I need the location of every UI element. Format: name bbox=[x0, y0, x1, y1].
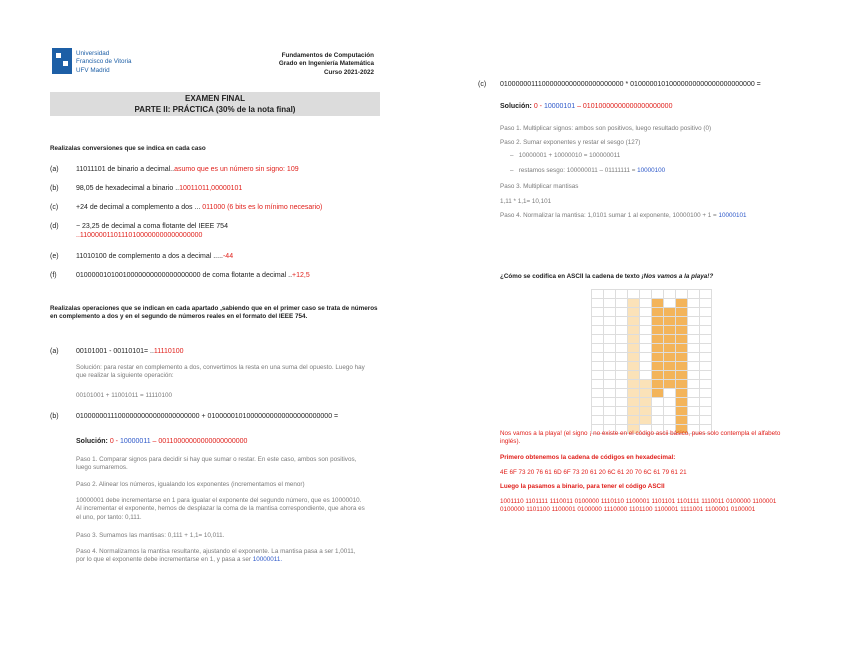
degree-name: Grado en Ingeniería Matemática bbox=[278, 60, 374, 68]
item-answer: asumo que es un número sin signo: 109 bbox=[174, 166, 299, 173]
solution-mantissa: – 00110000000000000000000 bbox=[152, 438, 248, 445]
op-b-letter: (b) bbox=[50, 413, 59, 420]
section2-instruction: Realizalas operaciones que se indican en cada apartado ,sabiendo que en el primer caso se trata de números en complemento a dos y en el segundo de números reales en el formato del IEEE 754. bbox=[50, 305, 378, 321]
op-b-step-3: Paso 3. Sumamos las mantisas: 0,111 + 1,1= 10,011. bbox=[76, 532, 225, 539]
item-question: 98,05 de hexadecimal a binario .. bbox=[76, 185, 180, 192]
op-c-letter: (c) bbox=[478, 81, 487, 88]
item-c-letter: (c) bbox=[50, 204, 59, 211]
op-a-operation: 00101001 + 11001011 = 11110100 bbox=[76, 392, 173, 399]
item-a-letter: (a) bbox=[50, 166, 59, 173]
op-a-question bbox=[76, 347, 184, 356]
item-answer: 011000 (6 bits es lo mínimo necesario) bbox=[202, 204, 323, 211]
op-c-final-exponent: 10000101 bbox=[718, 212, 747, 219]
op-b-question: 01000000111000000000000000000000 + 01000001010000000000000000000000 = bbox=[76, 413, 339, 420]
ascii-question-text: ¿Cómo se codifica en ASCII la cadena de texto bbox=[500, 273, 642, 280]
item-question: 11010100 de complemento a dos a decimal ..... bbox=[76, 253, 223, 260]
op-a-letter: (a) bbox=[50, 348, 59, 355]
op-c-step-3: Paso 3. Multiplicar mantisas bbox=[500, 183, 579, 190]
ascii-answer-hex: 4E 6F 73 20 76 61 6D 6F 73 20 61 20 6C 61 20 70 6C 61 79 61 21 bbox=[500, 469, 687, 476]
list-item bbox=[76, 252, 376, 261]
list-item bbox=[76, 271, 376, 280]
exam-part: PARTE II: PRÁCTICA (30% de la nota final) bbox=[134, 105, 296, 114]
op-c-solution bbox=[500, 102, 672, 111]
op-c-sum-text: 10000001 + 10000010 = 100000011 bbox=[518, 152, 621, 159]
ascii-answer-binary: 1001110 1101111 1110011 0100000 1110110 1100001 1101101 1101111 1110011 0100000 1100001 0100000 1101100 1100001 0100000 1110000 1101100 1100001 1111001 1100001 0100001 bbox=[500, 498, 777, 514]
item-answer: 10011011,00000101 bbox=[179, 185, 243, 192]
op-c-step-3-detail: 1,11 * 1,1= 10,101 bbox=[500, 198, 552, 205]
item-e-letter: (e) bbox=[50, 253, 59, 260]
course-header bbox=[279, 52, 374, 77]
item-d-letter: (d) bbox=[50, 223, 59, 230]
item-question: +24 de decimal a complemento a dos ... bbox=[76, 204, 201, 211]
item-question: 11011101 de binario a decimal.. bbox=[76, 166, 175, 173]
list-item bbox=[76, 203, 376, 212]
op-b-final-exponent: 10000011. bbox=[252, 556, 283, 564]
ascii-answer-hex-label: Primero obtenemos la cadena de códigos en hexadecimal: bbox=[500, 454, 676, 461]
ufv-logo-icon bbox=[52, 48, 72, 74]
op-c-step-1: Paso 1. Multiplicar signos: ambos son positivos, luego resultado positivo (0) bbox=[500, 125, 712, 132]
op-b-step-4 bbox=[76, 548, 366, 565]
exam-title-banner bbox=[50, 92, 380, 116]
item-b-letter: (b) bbox=[50, 185, 59, 192]
op-c-step-2-sesgo: – restamos sesgo: 100000011 – 01111111 = 10000100 bbox=[510, 167, 666, 174]
ascii-answer-bin-label: Luego la pasamos a binario, para tener el código ASCII bbox=[500, 483, 665, 490]
solution-mantissa: – 01010000000000000000000 bbox=[577, 103, 673, 110]
ascii-answer-note: Nos vamos a la playa! (el signo ¡ no existe en el código ascii básico, pues solo contempla el alfabeto inglés). bbox=[500, 430, 781, 446]
item-question: − 23,25 de decimal a coma flotante del IEEE 754 bbox=[76, 223, 228, 230]
op-c-step-4-text: Paso 4. Normalizar la mantisa: 1,0101 sumar 1 al exponente, 10000100 + 1 = bbox=[500, 212, 717, 219]
op-c-step-2: Paso 2. Sumar exponentes y restar el sesgo (127) bbox=[500, 139, 641, 146]
list-item bbox=[76, 222, 376, 240]
item-answer: ..11000001101110100000000000000000 bbox=[76, 232, 203, 239]
op-c-sesgo-result: 10000100 bbox=[637, 167, 666, 174]
logo-line-1: Universidad bbox=[76, 50, 110, 57]
op-b-step-2-detail: 10000001 debe incrementarse en 1 para igualar el exponente del segundo número, que es 10000010. Al incrementar el exponente, hemos de desplazar la coma de la mantisa correspondiente, que ahora es el uno, por tanto: 0,111. bbox=[76, 497, 365, 521]
list-item bbox=[76, 165, 376, 174]
op-a-answer: 11110100 bbox=[153, 348, 184, 355]
ascii-question bbox=[500, 273, 713, 281]
solution-label: Solución: bbox=[500, 103, 532, 110]
solution-exponent: 10000101 bbox=[543, 103, 576, 110]
op-c-sesgo-text: restamos sesgo: 100000011 – 01111111 = bbox=[518, 167, 636, 174]
item-answer: +12,5 bbox=[292, 272, 310, 279]
exam-title: EXAMEN FINAL bbox=[185, 94, 245, 103]
solution-sign: 0 - bbox=[533, 103, 543, 110]
ascii-question-phrase: ¡Nos vamos a la playa!? bbox=[641, 273, 714, 280]
item-answer: -44 bbox=[222, 253, 234, 260]
item-f-letter: (f) bbox=[50, 272, 57, 279]
solution-sign: 0 - bbox=[109, 438, 119, 445]
op-c-question: 01000000111000000000000000000000 * 01000001010000000000000000000000 = bbox=[500, 81, 761, 88]
ascii-table-image bbox=[591, 289, 712, 434]
section1-instruction: Realizalas conversiones que se indica en cada caso bbox=[50, 145, 206, 152]
solution-label: Solución: bbox=[76, 438, 108, 445]
item-question: 01000001010010000000000000000000 de coma flotante a decimal .. bbox=[76, 272, 293, 279]
op-c-step-2-sum: – 10000001 + 10000010 = 100000011 bbox=[510, 152, 621, 159]
list-item bbox=[76, 184, 376, 193]
op-c-step-4 bbox=[500, 212, 800, 220]
ascii-table bbox=[591, 289, 712, 434]
op-b-step-1: Paso 1. Comparar signos para decidir si hay que sumar o restar. En este caso, ambos son positivos, luego sumaremos. bbox=[76, 456, 357, 472]
logo-line-2: Francisco de Vitoria bbox=[76, 58, 132, 66]
op-a-explanation: Solución: para restar en complemento a dos, convertimos la resta en una suma del opuesto. Luego hay que realizar la siguiente operación: bbox=[76, 364, 365, 380]
op-b-step-2: Paso 2. Alinear los números, igualando los exponentes (incrementamos el menor) bbox=[76, 481, 305, 488]
solution-exponent: 10000011 bbox=[119, 438, 151, 445]
logo-line-3: UFV Madrid bbox=[76, 66, 110, 74]
op-b-solution bbox=[76, 437, 247, 446]
course-year: Curso 2021-2022 bbox=[323, 68, 374, 76]
logo-text bbox=[76, 50, 132, 75]
op-a-text: 00101001 - 00110101= .. bbox=[76, 348, 154, 355]
course-name: Fundamentos de Computación bbox=[281, 52, 374, 59]
op-b-step-4-text: Paso 4. Normalizamos la mantisa resultante, ajustando el exponente. La mantisa pasa a ser 1,0011, por lo que el exponente debe incrementarse en 1, y pasa a ser bbox=[76, 548, 356, 564]
